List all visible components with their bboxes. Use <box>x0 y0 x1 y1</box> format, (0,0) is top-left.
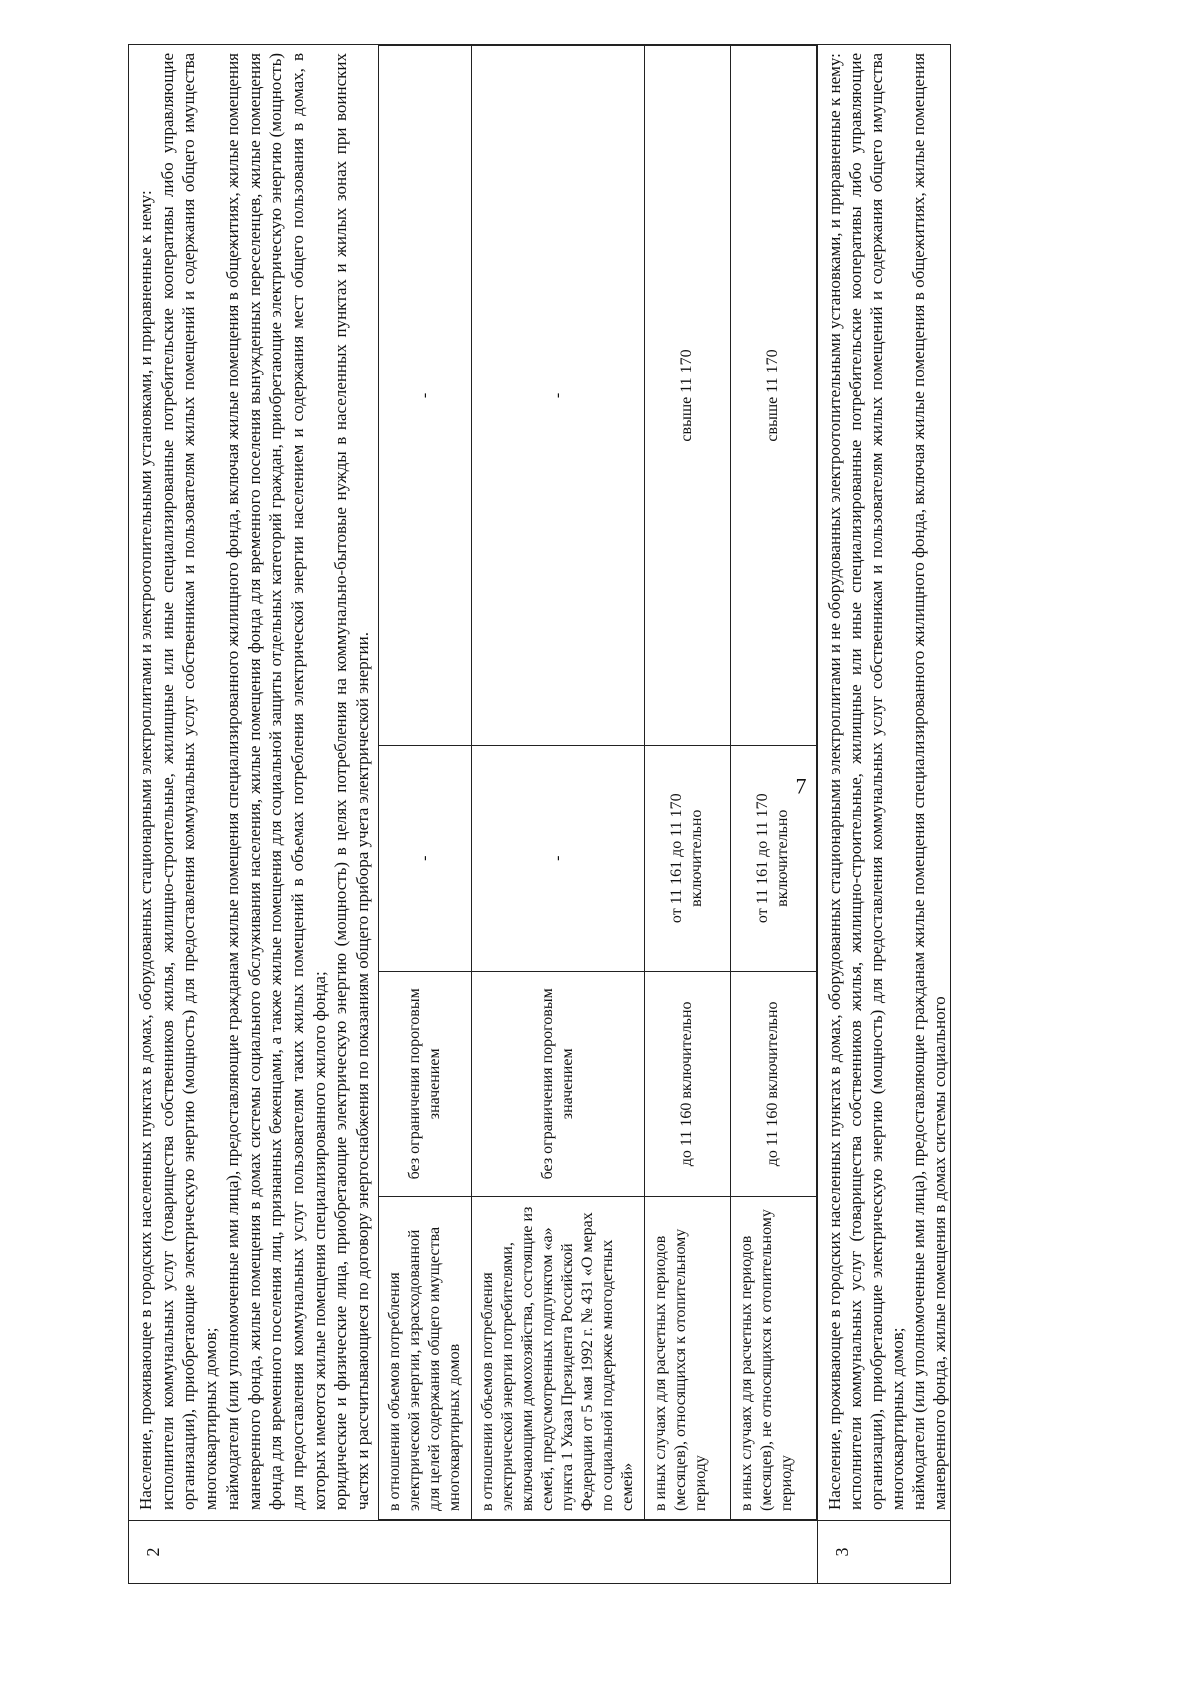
subrow-range-1: до 11 160 включительно <box>644 971 730 1197</box>
paragraph: исполнители коммунальных услуг (товарищества собственников жилья, жилищно-строительные, жилищные или иные специализированные потребительские кооперативы либо управляющие организации), приобретающие электрическую энергию (мощность) для предоставления коммунальных услуг собственникам и пользователям жилых помещений и содержания общего имущества многоквартирных домов; <box>157 53 221 1510</box>
table-row <box>378 46 471 1520</box>
subrow-range-3: - <box>471 46 644 746</box>
subrow-range-1: без ограничения пороговым значением <box>471 971 644 1197</box>
subrow-range-3: - <box>378 46 471 746</box>
subrow-range-2: - <box>471 745 644 971</box>
paragraph: юридические и физические лица, приобретающие электрическую энергию (мощность) в целях потребления на коммунально-бытовые нужды в населенных пунктах и жилых зонах при воинских частях и рассчитывающиеся по договору энергоснабжения по показаниям общего прибора учета электрической энергии. <box>331 53 373 1510</box>
row-content <box>129 45 818 1521</box>
page-number: 7 <box>795 773 807 799</box>
subrow-desc: в иных случаях для расчетных периодов (месяцев), не относящихся к отопительному периоду <box>730 1197 816 1520</box>
paragraph: наймодатели (или уполномоченные ими лица), предоставляющие гражданам жилые помещения специализированного жилищного фонда, включая жилые помещения в общежитиях, жилые помещения маневренного фонда, жилые помещения в домах системы социального <box>908 53 949 1510</box>
subrow-range-3: свыше 11 170 <box>730 46 816 746</box>
subrow-desc: в иных случаях для расчетных периодов (месяцев), относящихся к отопительному периоду <box>644 1197 730 1520</box>
table-row-3 <box>817 45 950 1584</box>
row-description <box>824 53 950 1510</box>
volume-subtable <box>378 45 817 1520</box>
subrow-desc: в отношении объемов потребления электрической энергии потребителями, включающими домохозяйства, состоящие из семей, предусмотренных подпунктом «а» пункта 1 Указа Президента Российской Федерации от 5 мая 1992 г. № 431 «О мерах по социальной поддержке многодетных семей» <box>471 1197 644 1520</box>
table-row <box>644 46 730 1520</box>
table-row-2 <box>129 45 818 1584</box>
subrow-range-2: - <box>378 745 471 971</box>
subrow-range-2: от 11 161 до 11 170 включительно <box>730 745 816 971</box>
row-content <box>817 45 950 1521</box>
paragraph: Население, проживающее в городских населенных пунктах в домах, оборудованных стационарными электроплитами и электроотопительными установками, и приравненные к нему: <box>136 190 155 1510</box>
tariff-table <box>128 44 951 1584</box>
row-number: 2 <box>129 1521 818 1584</box>
paragraph: наймодатели (или уполномоченные ими лица), предоставляющие гражданам жилые помещения специализированного жилищного фонда, включая жилые помещения в общежитиях, жилые помещения маневренного фонда, жилые помещения в домах системы социального обслуживания населения, жилые помещения фонда для временного поселения вынужденных переселенцев, жилые помещения фонда для временного поселения лиц, признанных беженцами, а также жилые помещения для социальной защиты отдельных категорий граждан, приобретающие электрическую энергию (мощность) для предоставления коммунальных услуг пользователям таких жилых помещений в объемах потребления электрической энергии населением и содержания мест общего пользования в домах, в которых имеются жилые помещения специализированного жилого фонда; <box>222 53 329 1510</box>
paragraph: исполнители коммунальных услуг (товарищества собственников жилья, жилищно-строительные, жилищные или иные специализированные потребительские кооперативы либо управляющие организации), приобретающие электрическую энергию (мощность) для предоставления коммунальных услуг собственникам и пользователям жилых помещений и содержания общего имущества многоквартирных домов; <box>845 53 907 1510</box>
paragraph: Население, проживающее в городских населенных пунктах в домах, оборудованных стационарными электроплитами и не оборудованных электроотопительными установками, и приравненные к нему: <box>824 53 844 1510</box>
subrow-range-1: без ограничения пороговым значением <box>378 971 471 1197</box>
subrow-range-1: до 11 160 включительно <box>730 971 816 1197</box>
table-row <box>730 46 816 1520</box>
subrow-range-2: от 11 161 до 11 170 включительно <box>644 745 730 971</box>
row-description <box>135 53 374 1510</box>
subrow-desc: в отношении объемов потребления электрической энергии, израсходованной для целей содержания общего имущества многоквартирных домов <box>378 1197 471 1520</box>
row-number: 3 <box>817 1521 950 1584</box>
subrow-range-3: свыше 11 170 <box>644 46 730 746</box>
table-row <box>471 46 644 1520</box>
